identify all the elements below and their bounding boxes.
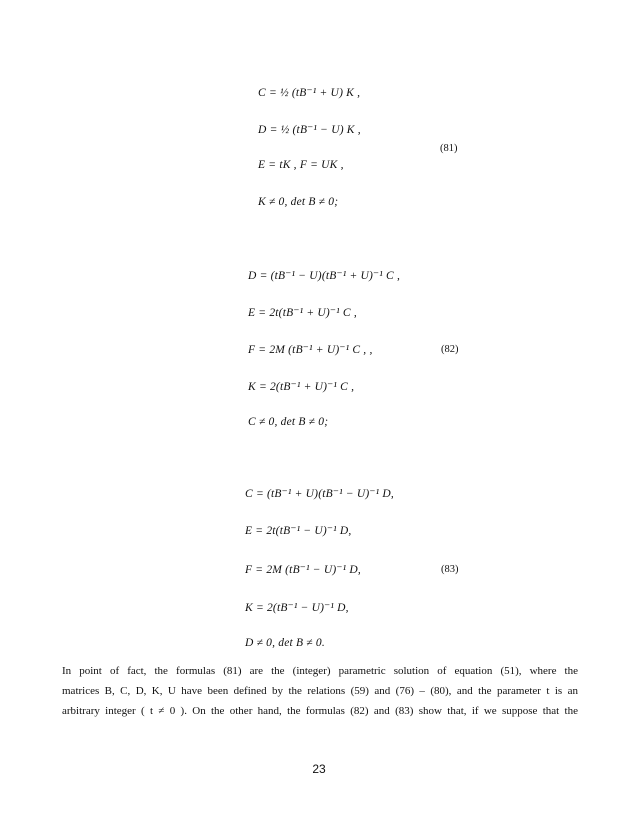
equation-83-line-3: F = 2M (tB⁻¹ − U)⁻¹ D, [245,564,361,576]
equation-81-line-3: E = tK , F = UK , [258,159,344,171]
equation-82-line-5: C ≠ 0, det B ≠ 0; [248,416,329,428]
equation-82-line-1: D = (tB⁻¹ − U)(tB⁻¹ + U)⁻¹ C , [248,270,401,282]
equation-82-line-2: E = 2t(tB⁻¹ + U)⁻¹ C , [248,307,357,319]
paragraph-line: matrices B, C, D, K, U have been defined by the relations (59) and (76) – (80), and the parameter t is an [62,685,578,697]
equation-83-line-4: K = 2(tB⁻¹ − U)⁻¹ D, [245,602,349,614]
equation-82-line-4: K = 2(tB⁻¹ + U)⁻¹ C , [248,381,355,393]
equation-82-line-3: F = 2M (tB⁻¹ + U)⁻¹ C , , [248,344,373,356]
equation-number-83: (83) [441,564,459,575]
equation-number-81: (81) [440,143,458,154]
page-number: 23 [312,762,326,776]
equation-83-line-1: C = (tB⁻¹ + U)(tB⁻¹ − U)⁻¹ D, [245,488,394,500]
paragraph-line: In point of fact, the formulas (81) are the (integer) parametric solution of equation (51), where the [62,665,578,677]
equation-81-line-1: C = ½ (tB⁻¹ + U) K , [258,87,361,99]
equation-number-82: (82) [441,344,459,355]
equation-83-line-5: D ≠ 0, det B ≠ 0. [245,637,325,649]
equation-83-line-2: E = 2t(tB⁻¹ − U)⁻¹ D, [245,525,352,537]
body-paragraph [62,661,578,721]
paragraph-line: arbitrary integer ( t ≠ 0 ). On the other hand, the formulas (82) and (83) show that, if we suppose that the [62,705,578,717]
equation-81-line-2: D = ½ (tB⁻¹ − U) K , [258,124,361,136]
equation-81-line-4: K ≠ 0, det B ≠ 0; [258,196,339,208]
